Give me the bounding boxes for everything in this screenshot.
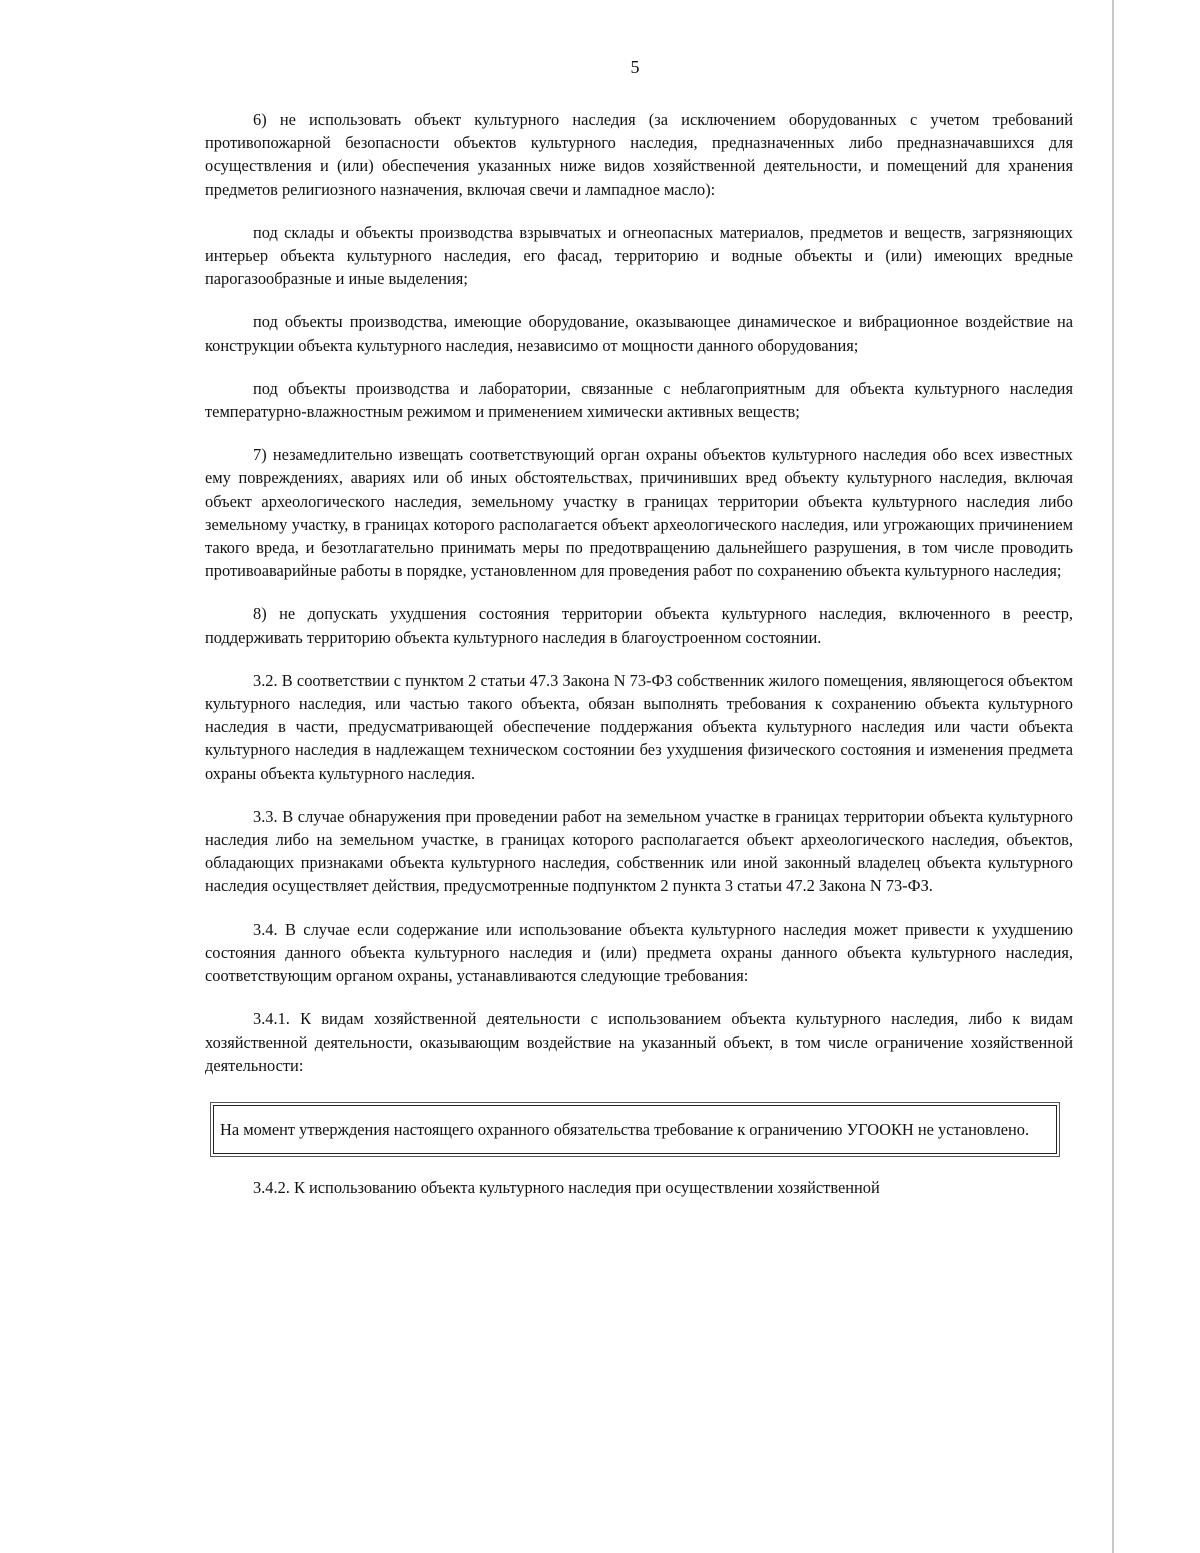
page-edge-line — [1112, 0, 1114, 1553]
document-body — [205, 108, 1073, 1219]
paragraph-3-4-2: 3.4.2. К использованию объекта культурного наследия при осуществлении хозяйственной — [253, 1178, 880, 1198]
paragraph-3-4: 3.4. В случае если содержание или использование объекта культурного наследия может привести к ухудшению состояния данного объекта культурного наследия и (или) предмета охраны данного объекта культурного наследия, соответствующим органом охраны, устанавливаются следующие требования: — [205, 919, 1073, 986]
paragraph-3-2: 3.2. В соответствии с пунктом 2 статьи 47.3 Закона N 73-ФЗ собственник жилого помещения, являющегося объектом культурного наследия, или частью такого объекта, обязан выполнять требования к сохранению объекта культурного наследия в части, предусматривающей обеспечение поддержания объекта культурного наследия или части объекта культурного наследия в надлежащем техническом состоянии без ухудшения физического состояния и изменения предмета охраны объекта культурного наследия. — [205, 670, 1073, 783]
paragraph-laboratories: под объекты производства и лаборатории, связанные с неблагоприятным для объекта культурного наследия температурно-влажностным режимом и применением химически активных веществ; — [205, 378, 1073, 422]
paragraph-3-3: 3.3. В случае обнаружения при проведении работ на земельном участке в границах территории объекта культурного наследия либо на земельном участке, в границах которого располагается объект археологического наследия, объектов, обладающих признаками объекта культурного наследия, собственник или иной законный владелец объекта культурного наследия осуществляет действия, предусмотренные подпунктом 2 пункта 3 статьи 47.2 Закона N 73-ФЗ. — [205, 806, 1073, 896]
paragraph-3-4-1: 3.4.1. К видам хозяйственной деятельности с использованием объекта культурного наследия, либо к видам хозяйственной деятельности, оказывающим воздействие на указанный объект, в том числе ограничение хозяйственной деятельности: — [205, 1009, 1073, 1075]
page-number: 5 — [630, 57, 640, 77]
paragraph-warehouses: под склады и объекты производства взрывчатых и огнеопасных материалов, предметов и веществ, загрязняющих интерьер объекта культурного наследия, его фасад, территорию и водные объекты и (или) имеющих вредные парогазообразные и иные выделения; — [205, 222, 1073, 289]
paragraph-item-7: 7) незамедлительно извещать соответствующий орган охраны объектов культурного наследия обо всех известных ему повреждениях, авариях или об иных обстоятельствах, причинивших вред объекту культурного наследия, включая объект археологического наследия, земельному участку в границах территории объекта культурного наследия либо земельному участку, в границах которого располагается объект археологического наследия, или угрожающих причинением такого вреда, и безотлагательно принимать меры по предотвращению дальнейшего разрушения, в том числе проводить противоаварийные работы в порядке, установленном для проведения работ по сохранению объекта культурного наследия; — [205, 445, 1073, 581]
paragraph-item-8: 8) не допускать ухудшения состояния территории объекта культурного наследия, включенного в реестр, поддерживать территорию объекта культурного наследия в благоустроенном состоянии. — [205, 604, 1073, 647]
restriction-note-text: На момент утверждения настоящего охранного обязательства требование к ограничению УГООКН не установлено. — [220, 1119, 1030, 1139]
paragraph-production-equipment: под объекты производства, имеющие оборудование, оказывающее динамическое и вибрационное воздействие на конструкции объекта культурного наследия, независимо от мощности данного оборудования; — [205, 312, 1073, 355]
restriction-note-box — [213, 1105, 1057, 1154]
paragraph-item-6: 6) не использовать объект культурного наследия (за исключением оборудованных с учетом требований противопожарной безопасности объектов культурного наследия, предназначенных либо предназначавшихся для осуществления и (или) обеспечения указанных ниже видов хозяйственной деятельности, и помещений для хранения предметов религиозного назначения, включая свечи и лампадное масло): — [205, 110, 1073, 199]
